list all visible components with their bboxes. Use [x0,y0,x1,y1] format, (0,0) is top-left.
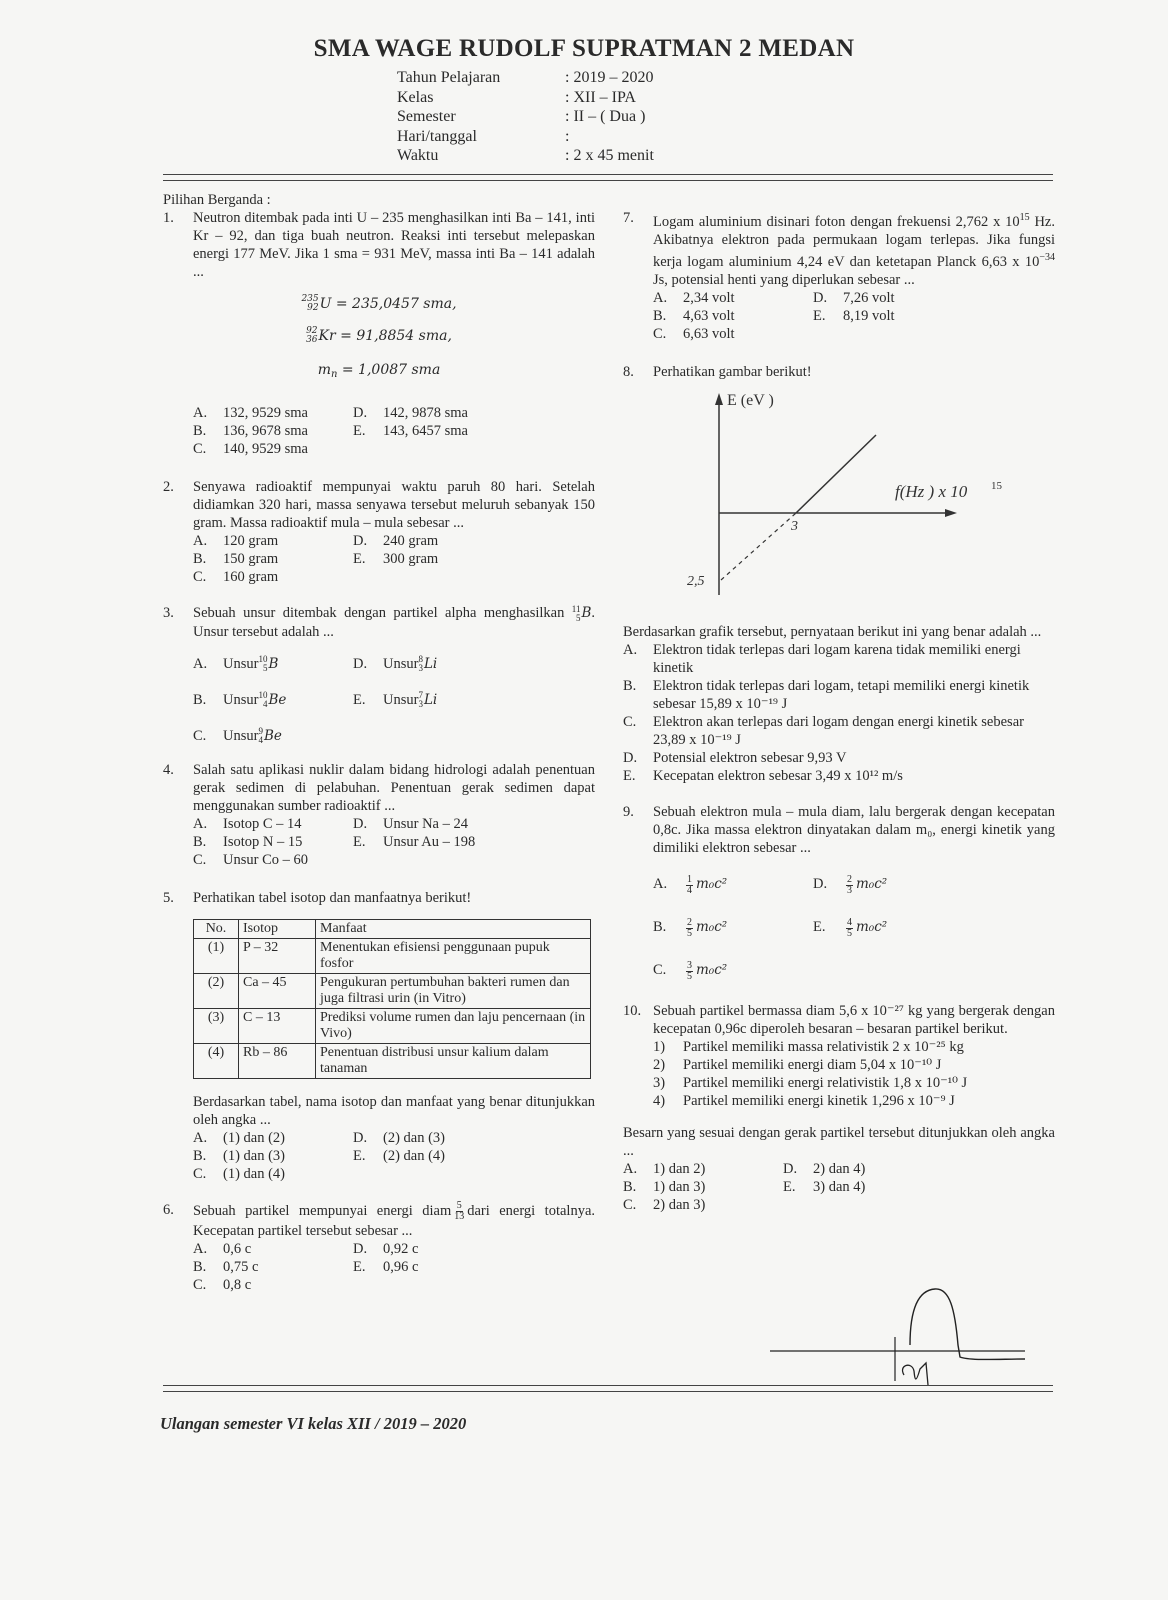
x-axis-arrow [945,509,957,517]
question-text: Perhatikan gambar berikut! [653,364,812,380]
option-d[interactable]: D. $\frac{2}{3}$ m₀c² [813,874,888,896]
question-text: Sebuah unsur ditembak dengan partikel alpha menghasilkan 11 5 B. Unsur tersebut adalah ... [193,603,595,640]
header-value: : 2 x 45 menit [565,147,654,164]
question-number: 10. [623,1003,642,1019]
question-number: 3. [163,605,174,621]
table-header-row [194,919,591,938]
option-d[interactable]: D. 142, 9878 sma [353,405,468,421]
option-d[interactable]: D. 2) dan 4) [783,1161,866,1177]
option-c[interactable]: C. 140, 9529 sma [193,441,308,457]
question-number: 2. [163,479,174,495]
question-text: Neutron ditembak pada inti U – 235 menghasilkan inti Ba – 141, inti Kr – 92, dan tiga buah neutron. Reaksi inti tersebut melepaskan energi 177 MeV. Jika 1 sma = 931 MeV, massa inti Ba – 141 adalah ... [193,210,595,280]
list-item: 4) Partikel memiliki energi kinetik 1,296 x 10⁻⁹ J [653,1093,955,1109]
question-text: Berdasarkan tabel, nama isotop dan manfaat yang benar ditunjukkan oleh angka ... [193,1093,595,1128]
options-q7 [653,289,1055,343]
formula-krypton: 92 36 Kr = 91,8854 sma, [306,326,452,345]
header-label: Kelas [397,88,434,106]
table-row: (4) Rb – 86 Penentuan distribusi unsur kalium dalam tanaman [194,1043,591,1078]
option-d[interactable]: D. Unsur Na – 24 [353,815,468,832]
header-label: Hari/tanggal [397,127,477,145]
table-row: (2) Ca – 45 Pengukuran pertumbuhan bakteri rumen dan juga filtrasi urin (in Vitro) [194,973,591,1008]
option-a[interactable]: A. (1) dan (2) [193,1129,286,1146]
option-a[interactable]: A. 0,6 c [193,1240,252,1257]
option-b[interactable]: B. 136, 9678 sma [193,423,308,439]
formula-uranium: 235 92 U = 235,0457 sma, [301,294,457,313]
option-c[interactable]: C. (1) dan (4) [193,1165,286,1182]
option-c[interactable]: C. $\frac{3}{5}$ m₀c² [653,960,728,982]
option-b[interactable]: B. 150 gram [193,551,279,567]
option-a[interactable]: A. $\frac{1}{4}$ m₀c² [653,874,728,896]
option-e[interactable]: E. 0,96 c [353,1258,419,1275]
option-d[interactable]: D. Potensial elektron sebesar 9,93 V [623,750,847,766]
header-value: : [565,127,570,145]
list-item: 3) Partikel memiliki energi relativistik 1,8 x 10⁻¹⁰ J [653,1075,968,1091]
question-number: 1. [163,210,174,226]
option-d[interactable]: D. 7,26 volt [813,290,895,306]
question-number: 7. [623,210,634,226]
right-column [623,209,1055,1214]
question-number: 4. [163,761,174,778]
y-intercept-label: 2,5 [687,574,705,589]
statement-list [653,1038,1055,1110]
option-a[interactable]: A. Elektron tidak terlepas dari logam karena tidak memiliki energi kinetik [623,642,1021,676]
option-d[interactable]: D. Unsur 8 3 Li [353,653,438,673]
options-q3 [193,655,595,745]
option-c[interactable]: C. Unsur 9 4 Be [193,725,282,745]
option-a[interactable]: A. 120 gram [193,533,279,549]
question-text: Logam aluminium disinari foton dengan frekuensi 2,762 x $10^{15}$ Hz. Akibatnya elektron pada permukaan logam terlepas. Jika fungsi kerja logam aluminium 4,24 eV dan ketetapan Planck 6,63 x $10^{-34}$ Js, potensial henti yang diperlukan sebesar ... [653,212,1055,288]
isotope-table [193,919,591,1079]
question-number: 9. [623,804,634,820]
question-7 [623,209,1055,289]
table-row: (1) P – 32 Menentukan efisiensi penggunaan pupuk fosfor [194,938,591,973]
option-b[interactable]: B. Isotop N – 15 [193,833,303,850]
option-b[interactable]: B. $\frac{2}{5}$ m₀c² [653,917,728,939]
left-column [163,191,595,1294]
school-title: SMA WAGE RUDOLF SUPRATMAN 2 MEDAN [313,35,855,62]
question-2 [163,478,595,532]
option-d[interactable]: D. 240 gram [353,533,439,549]
header-value: : 2019 – 2020 [565,69,654,86]
table-header: Manfaat [316,919,591,938]
x-axis-exponent: 15 [991,480,1002,492]
option-a[interactable]: A. Isotop C – 14 [193,815,302,832]
option-c[interactable]: C. 0,8 c [193,1276,252,1293]
question-1 [163,209,595,281]
option-e[interactable]: E. 143, 6457 sma [353,423,468,439]
header-value: : XII – IPA [565,88,636,106]
option-c[interactable]: C. 2) dan 3) [623,1197,706,1213]
option-e[interactable]: E. $\frac{4}{5}$ m₀c² [813,917,888,939]
question-text: Salah satu aplikasi nuklir dalam bidang hidrologi adalah penentuan gerak sedimen di pelabuhan. Penentuan gerak sedimen dapat menggunakan sumber radioaktif ... [193,761,595,814]
formula-neutron: $m_n = 1,0087$ sma [317,362,441,380]
option-e[interactable]: E. Unsur 7 3 Li [353,689,438,709]
graph-extrapolation [721,513,796,580]
footer-text: Ulangan semester VI kelas XII / 2019 – 2020 [160,1414,467,1433]
question-10 [623,1002,1055,1038]
option-d[interactable]: D. (2) dan (3) [353,1129,446,1146]
header-label: Tahun Pelajaran [397,69,501,86]
question-number: 6. [163,1201,174,1218]
option-b[interactable]: B. 4,63 volt [653,308,735,324]
question-text: Sebuah partikel mempunyai energi diam $\frac{5}{13}$ dari energi totalnya. Kecepatan partikel tersebut sebesar ... [193,1199,595,1239]
table-row: (3) C – 13 Prediksi volume rumen dan laju pencernaan (in Vivo) [194,1008,591,1043]
question-4 [163,761,595,815]
option-b[interactable]: B. (1) dan (3) [193,1147,286,1164]
header-row [397,88,654,108]
question-text: Berdasarkan grafik tersebut, pernyataan berikut ini yang benar adalah ... [623,624,1042,640]
header-label: Semester [397,108,456,125]
question-3 [163,604,595,641]
option-d[interactable]: D. 0,92 c [353,1240,419,1257]
options-q10 [623,1160,1055,1214]
option-a[interactable]: A. 1) dan 2) [623,1161,706,1177]
question-number: 5. [163,889,174,906]
energy-frequency-graph [623,385,1043,615]
option-a[interactable]: A. 132, 9529 sma [193,405,308,421]
option-e[interactable]: E. Unsur Au – 198 [353,833,476,850]
option-b[interactable]: B. 1) dan 3) [623,1179,706,1195]
question-text: Perhatikan tabel isotop dan manfaatnya berikut! [193,889,472,906]
option-e[interactable]: E. 8,19 volt [813,308,895,324]
options-q8 [623,641,1055,785]
option-e[interactable]: E. 3) dan 4) [783,1179,866,1195]
header-label: Waktu [397,147,439,164]
section-title: Pilihan Berganda : [163,192,271,208]
question-text: Besarn yang sesuai dengan gerak partikel tersebut ditunjukkan oleh angka ... [623,1125,1055,1159]
header-info [397,68,654,166]
list-item: 2) Partikel memiliki energi diam 5,04 x 10⁻¹⁰ J [653,1057,942,1073]
options-q1 [193,404,595,458]
option-b[interactable]: B. 0,75 c [193,1258,259,1275]
footer-divider [163,1385,1053,1392]
option-a[interactable]: A. 2,34 volt [653,290,735,306]
table-header: Isotop [239,919,316,938]
option-e[interactable]: E. (2) dan (4) [353,1147,446,1164]
nuclide-notation: 92 36 [306,326,318,345]
options-q2 [193,532,595,586]
question-8 [623,363,1055,381]
question-text: Sebuah elektron mula – mula diam, lalu bergerak dengan kecepatan 0,8c. Jika massa elektron dinyatakan dalam m₀, energi kinetik yang dimiliki elektron sebesar ... [653,804,1055,856]
options-q5 [193,1129,595,1183]
options-q9 [653,875,1055,982]
option-b[interactable]: B. Unsur 10 4 Be [193,689,287,709]
y-axis-label: E (eV ) [727,392,774,409]
header-row [397,146,654,166]
table-header: No. [194,919,239,938]
header-row [397,127,654,147]
question-text: Sebuah partikel bermassa diam 5,6 x 10⁻²⁷ kg yang bergerak dengan kecepatan 0,96c diperoleh besaran – besaran partikel berikut. [653,1003,1055,1037]
question-number: 8. [623,364,634,380]
header-divider [163,174,1053,181]
graph-line [796,435,876,513]
options-q4 [193,815,595,869]
option-a[interactable]: A. Unsur 10 5 B [193,653,279,673]
question-text: Senyawa radioaktif mempunyai waktu paruh 80 hari. Setelah didiamkan 320 hari, massa senyawa tersebut meluruh sebanyak 150 gram. Massa radioaktif mula – mula sebesar ... [193,479,595,531]
option-e[interactable]: E. 300 gram [353,551,439,567]
question-6 [163,1201,595,1240]
nuclide-notation: 235 92 [301,294,319,313]
option-b[interactable]: B. Elektron tidak terlepas dari logam, tetapi memiliki energi kinetik sebesar 15,89 x 10⁻¹⁹ J [623,678,1030,712]
x-intercept-label: 3 [791,519,798,534]
y-axis-arrow [715,393,723,405]
question-9 [623,803,1055,857]
option-c[interactable]: C. Unsur Co – 60 [193,851,308,868]
question-5 [163,889,595,907]
header-row [397,107,654,127]
option-e[interactable]: E. Kecepatan elektron sebesar 3,49 x 10¹² m/s [623,768,903,784]
option-c[interactable]: C. Elektron akan terlepas dari logam dengan energi kinetik sebesar 23,89 x 10⁻¹⁹ J [623,714,1024,748]
list-item: 1) Partikel memiliki massa relativistik 2 x 10⁻²⁵ kg [653,1039,964,1055]
options-q6 [193,1240,595,1294]
option-c[interactable]: C. 160 gram [193,569,279,585]
x-axis-label: f(Hz ) x 10 [895,482,968,501]
header-value: : II – ( Dua ) [565,108,646,125]
header-row [397,68,654,88]
option-c[interactable]: C. 6,63 volt [653,326,735,342]
